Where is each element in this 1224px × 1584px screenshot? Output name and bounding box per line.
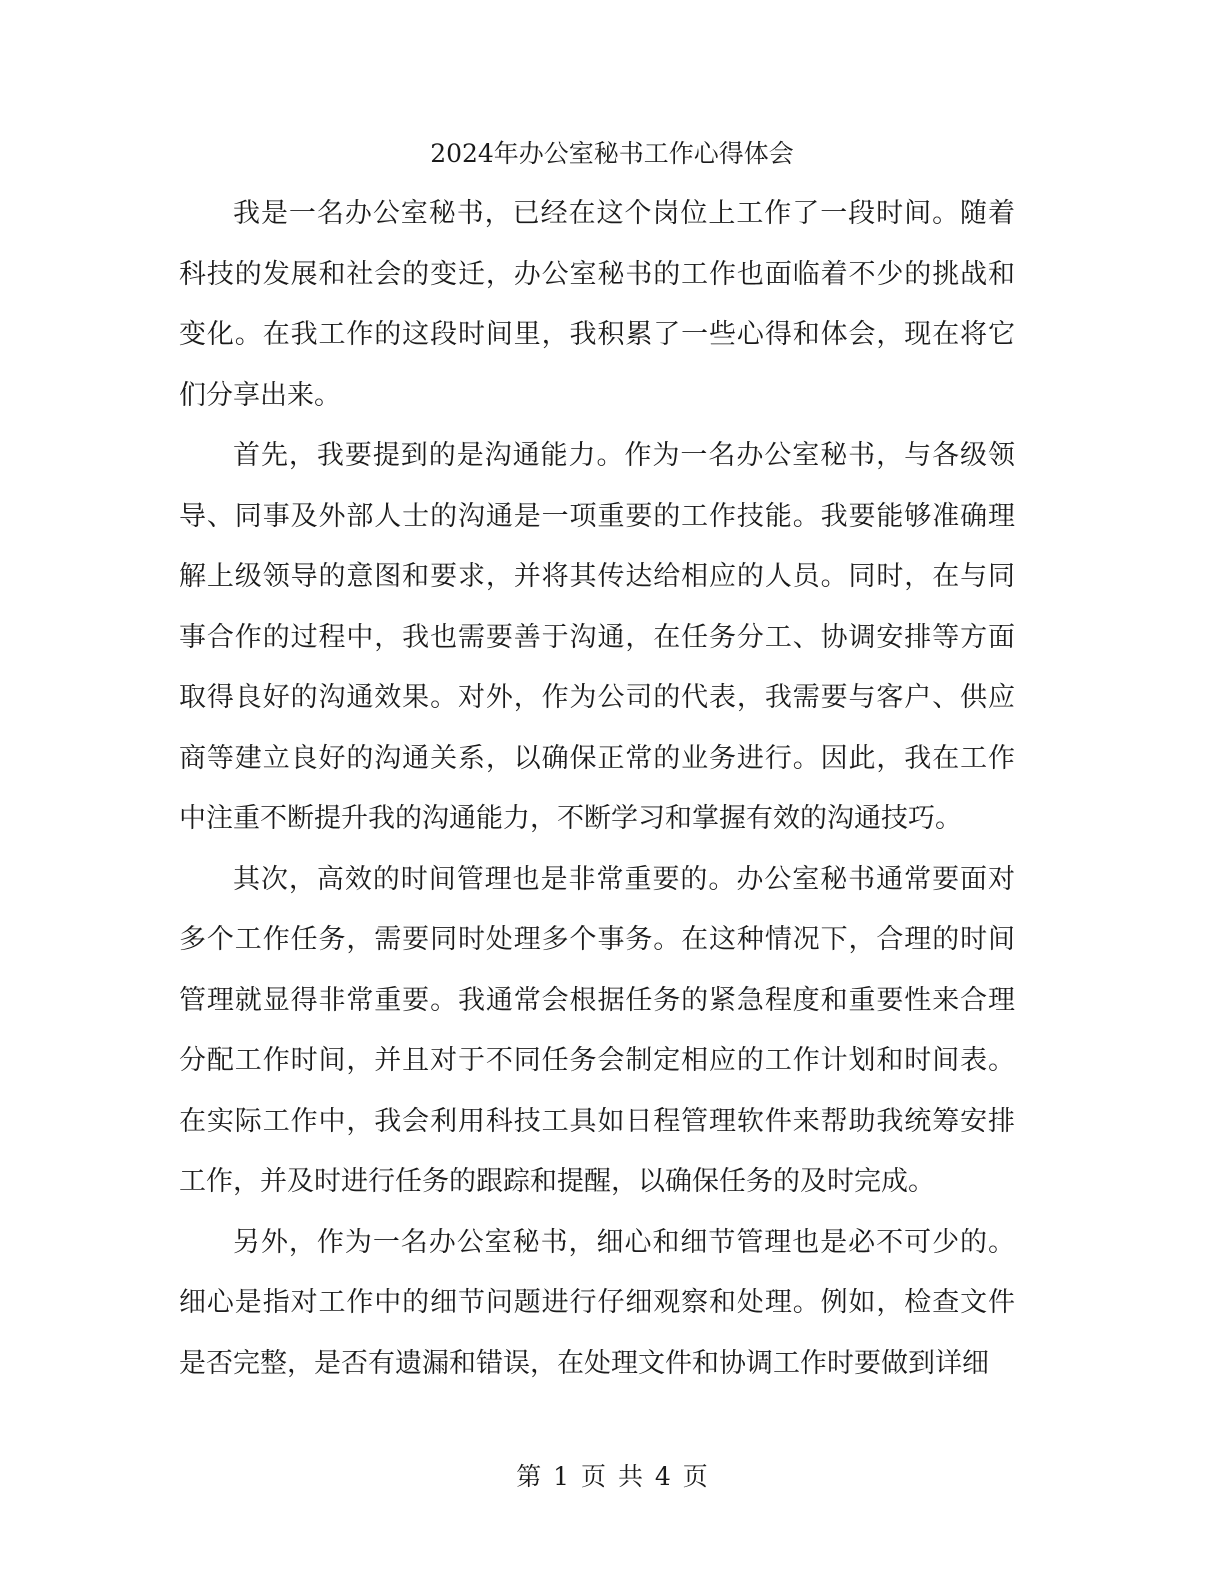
document-title: 2024年办公室秘书工作心得体会 xyxy=(430,139,794,168)
page-footer: 第 1 页 共 4 页 xyxy=(516,1462,708,1491)
paragraph-attention-to-detail: 另外，作为一名办公室秘书，细心和细节管理也是必不可少的。细心是指对工作中的细节问题进行仔细观察和处理。例如，检查文件是否完整，是否有遗漏和错误，在处理文件和协调工作时要做到详细 xyxy=(179,1226,1015,1379)
paragraph-time-management: 其次，高效的时间管理也是非常重要的。办公室秘书通常要面对多个工作任务，需要同时处理多个事务。在这种情况下，合理的时间管理就显得非常重要。我通常会根据任务的紧急程度和重要性来合理分配工作时间，并且对于不同任务会制定相应的工作计划和时间表。在实际工作中，我会利用科技工具如日程管理软件来帮助我统筹安排工作，并及时进行任务的跟踪和提醒，以确保任务的及时完成。 xyxy=(179,863,1015,1197)
paragraph-intro: 我是一名办公室秘书，已经在这个岗位上工作了一段时间。随着科技的发展和社会的变迁，办公室秘书的工作也面临着不少的挑战和变化。在我工作的这段时间里，我积累了一些心得和体会，现在将它们分享出来。 xyxy=(179,198,1015,411)
document-body xyxy=(179,184,1015,1394)
paragraph-communication: 首先，我要提到的是沟通能力。作为一名办公室秘书，与各级领导、同事及外部人士的沟通是一项重要的工作技能。我要能够准确理解上级领导的意图和要求，并将其传达给相应的人员。同时，在与同事合作的过程中，我也需要善于沟通，在任务分工、协调安排等方面取得良好的沟通效果。对外，作为公司的代表，我需要与客户、供应商等建立良好的沟通关系，以确保正常的业务进行。因此，我在工作中注重不断提升我的沟通能力，不断学习和掌握有效的沟通技巧。 xyxy=(179,440,1015,834)
